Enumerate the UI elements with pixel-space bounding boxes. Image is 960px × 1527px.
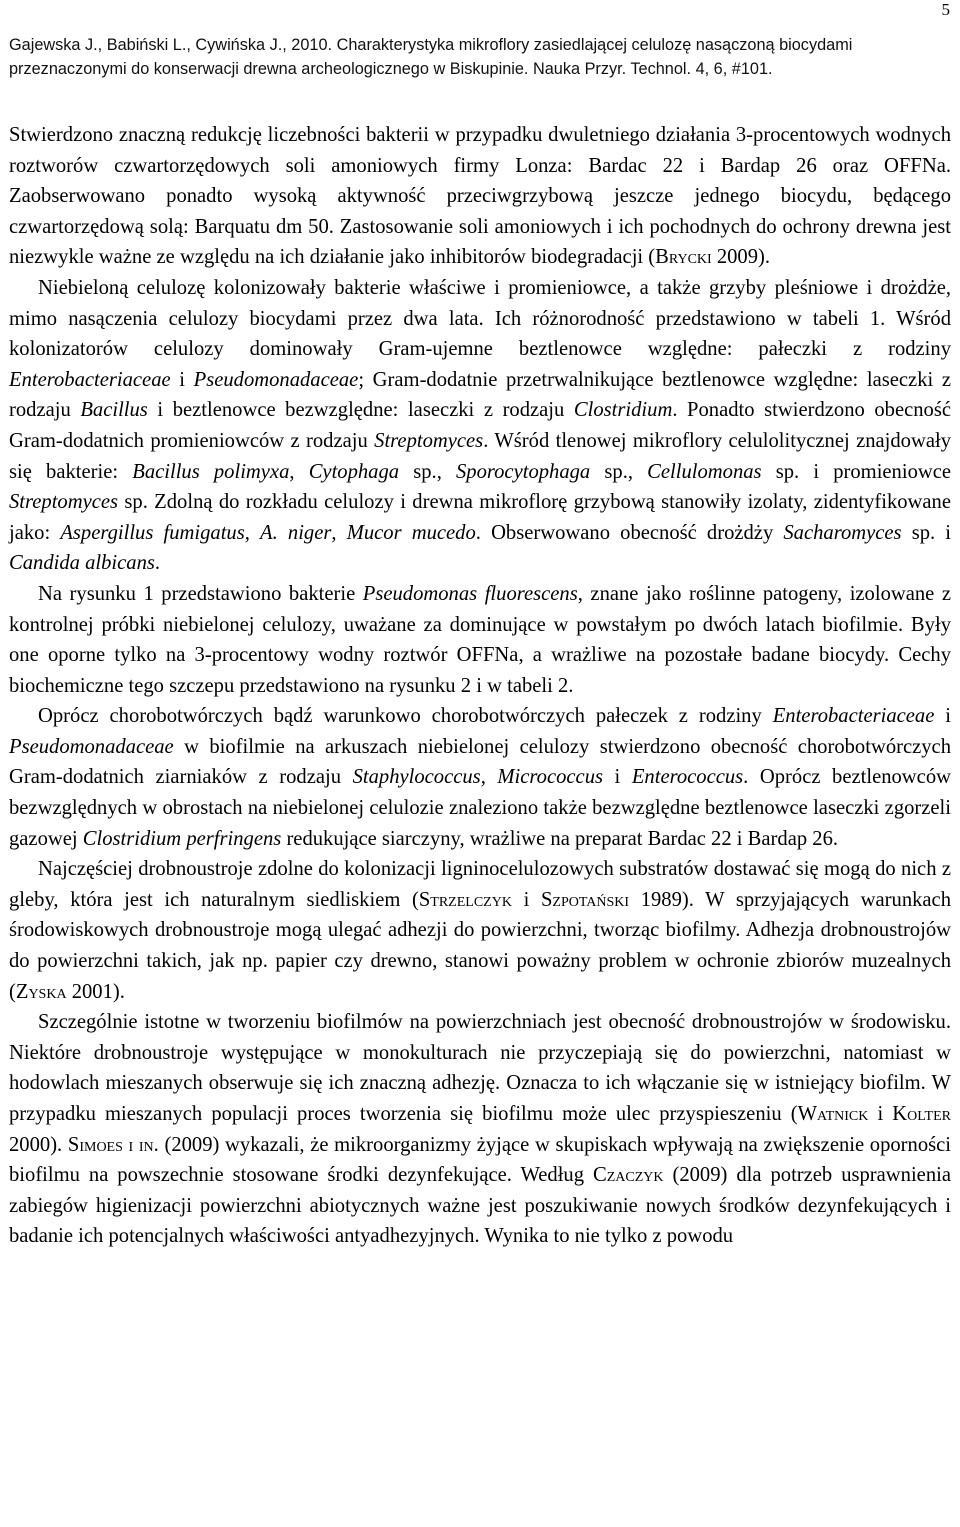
text: , bbox=[480, 766, 498, 789]
running-header-citation: Gajewska J., Babiński L., Cywińska J., 2010. Charakterystyka mikroflory zasiedlającej celulozę nasączoną biocydami przeznaczonymi do konserwacji drewna archeologicznego w Biskupinie. Nauka Przyr. Technol. 4, 6, #101. bbox=[9, 36, 853, 78]
taxon-name: Pseudomonadaceae bbox=[9, 735, 174, 758]
text: i bbox=[170, 368, 194, 391]
taxon-name: Enterococcus bbox=[631, 766, 744, 789]
text: i bbox=[603, 766, 632, 789]
text: 1989). W sprzyjających warunkach środowiskowych drobnoustroje mogą ulegać adhezji do powierzchni, tworząc biofilmy. Adhezja drobnoustrojów do powierzchni takich, jak np. papier czy drewno, stanowi poważny problem w ochronie zbiorów muzealnych ( bbox=[9, 888, 951, 1003]
taxon-name: Cellulomonas bbox=[647, 460, 762, 483]
text: ; Gram-dodatnie przetrwalnikujące beztlenowce względne: laseczki z rodzaju bbox=[9, 368, 951, 422]
paragraph-2 bbox=[9, 273, 951, 579]
text: 2000). bbox=[9, 1133, 68, 1156]
text: , bbox=[331, 521, 347, 544]
taxon-name: Mucor mucedo bbox=[346, 521, 476, 544]
text: redukujące siarczyny, wrażliwe na preparat Bardac 22 i Bardap 26. bbox=[281, 827, 839, 850]
taxon-name: Sacharomyces bbox=[783, 521, 902, 544]
author-citation: Brycki bbox=[655, 246, 712, 269]
text: (2009) wykazali, że mikroorganizmy żyjące w skupiskach wpływają na zwiększenie oporności biofilmu na powszechnie stosowane środki dezynfekujące. Według bbox=[9, 1133, 952, 1187]
text: 2001). bbox=[66, 980, 125, 1003]
text: sp., bbox=[590, 460, 648, 483]
text: i beztlenowce bezwzględne: laseczki z rodzaju bbox=[147, 399, 574, 422]
taxon-name: Bacillus polimyxa bbox=[132, 460, 290, 483]
text: sp. i bbox=[901, 521, 952, 544]
text: (2009) dla potrzeb usprawnienia zabiegów higienizacji powierzchni abiotycznych ważne jest poszukiwanie nowych środków dezynfekujących i badanie ich potencjalnych właściwości antyadhezyjnych. Wynika to nie tylko z powodu bbox=[9, 1164, 951, 1248]
paragraph-4 bbox=[9, 701, 951, 854]
paragraph-6 bbox=[9, 1007, 951, 1252]
text: Na rysunku 1 przedstawiono bakterie bbox=[38, 582, 363, 605]
text: . Ponadto stwierdzono obecność Gram-dodatnich promieniowców z rodzaju bbox=[9, 399, 951, 452]
taxon-name: Streptomyces bbox=[374, 429, 484, 452]
author-citation: Szpotański bbox=[540, 888, 630, 911]
text: . Oprócz beztlenowców bezwzględnych w obrostach na niebielonej celulozie znaleziono także bezwzględne beztlenowce laseczki zgorzeli gazowej bbox=[9, 766, 951, 850]
taxon-name: Clostridium perfringens bbox=[82, 827, 282, 850]
text: . bbox=[154, 552, 161, 575]
text: . Obserwowano obecność drożdży bbox=[475, 521, 784, 544]
text: . Wśród tlenowej mikroflory celulolitycznej znajdowały się bakterie: bbox=[9, 429, 951, 483]
paragraph-5 bbox=[9, 854, 951, 1007]
text: Najczęściej drobnoustroje zdolne do kolonizacji ligninocelulozowych substratów dostawać się mogą do nich z gleby, która jest ich naturalnym siedliskiem ( bbox=[9, 858, 951, 911]
text: w biofilmie na arkuszach niebielonej celulozy stwierdzono obecność chorobotwórczych Gram-dodatnich ziarniaków z rodzaju bbox=[9, 735, 951, 789]
taxon-name: Staphylococcus bbox=[352, 766, 481, 789]
taxon-name: Enterobacteriaceae bbox=[772, 705, 935, 728]
taxon-name: Clostridium bbox=[573, 399, 673, 422]
author-citation: Kolter bbox=[892, 1103, 951, 1125]
taxon-name: Micrococcus bbox=[497, 766, 603, 789]
page-number: 5 bbox=[941, 0, 950, 19]
text: sp. i promieniowce bbox=[761, 460, 952, 483]
article-body bbox=[9, 120, 951, 1252]
text: sp., bbox=[399, 460, 456, 483]
taxon-name: Pseudomonas fluorescens bbox=[362, 582, 578, 605]
text: sp. Zdolną do rozkładu celulozy i drewna mikroflorę grzybową stanowiły izolaty, zidentyfikowane jako: bbox=[9, 491, 951, 544]
taxon-name: Candida albicans bbox=[9, 552, 155, 575]
taxon-name: Bacillus bbox=[80, 399, 148, 422]
taxon-name: Streptomyces bbox=[9, 491, 119, 514]
text: , znane jako roślinne patogeny, izolowane z kontrolnej próbki niebielonej celulozy, uważane za dominujące w powstałym po dwóch latach biofilmie. Były one oporne tylko na 3-procentowy wodny roztwór OFFNa, a wrażliwe na pozostałe badane biocydy. Cechy biochemiczne tego szczepu przedstawiono na rysunku 2 i w tabeli 2. bbox=[9, 582, 951, 697]
author-citation: Simoes i in. bbox=[67, 1133, 159, 1156]
taxon-name: Cytophaga bbox=[308, 460, 400, 483]
taxon-name: Enterobacteriaceae bbox=[9, 368, 171, 391]
text: 2009). bbox=[711, 246, 771, 269]
taxon-name: Sporocytophaga bbox=[456, 460, 591, 483]
author-citation: Czaczyk bbox=[593, 1164, 664, 1187]
text: , bbox=[244, 521, 261, 544]
paragraph-3 bbox=[9, 579, 951, 701]
paragraph-1 bbox=[9, 120, 951, 273]
text: i bbox=[511, 888, 541, 911]
text: i bbox=[934, 705, 951, 728]
taxon-name: Aspergillus fumigatus bbox=[60, 521, 245, 544]
text: , bbox=[289, 460, 309, 483]
taxon-name: Pseudomonadaceae bbox=[193, 368, 359, 391]
text: Stwierdzono znaczną redukcję liczebności bakterii w przypadku dwuletniego działania 3-procentowych wodnych roztworów czwartorzędowych soli amoniowych firmy Lonza: Bardac 22 i Bardap 26 oraz OFFNa. Zaobserwowano ponadto wysoką aktywność przeciwgrzybową jeszcze jednego biocydu, będącego czwartorzędową solą: Barquatu dm 50. Zastosowanie soli amoniowych i ich pochodnych do ochrony drewna jest niezwykle ważne ze względu na ich działanie jako inhibitorów biodegradacji ( bbox=[9, 124, 951, 269]
text: Niebieloną celulozę kolonizowały bakterie właściwe i promieniowce, a także grzyby pleśniowe i drożdże, mimo nasączenia celulozy biocydami przez dwa lata. Ich różnorodność przedstawiono w tabeli 1. Wśród kolonizatorów celulozy dominowały Gram-ujemne beztlenowce względne: pałeczki z rodziny bbox=[9, 276, 951, 361]
author-citation: Zyska bbox=[15, 980, 67, 1003]
text: i bbox=[868, 1103, 893, 1125]
text: Szczególnie istotne w tworzeniu biofilmów na powierzchniach jest obecność drobnoustrojów w środowisku. Niektóre drobnoustroje występujące w monokulturach nie przyczepiają się do powierzchni, natomiast w hodowlach mieszanych obserwuje się ich znaczną adhezję. Oznacza to ich włączanie się w istniejący biofilm. W przypadku mieszanych populacji proces tworzenia się biofilmu może ulec przyspieszeniu ( bbox=[9, 1011, 951, 1125]
taxon-name: A. niger bbox=[260, 521, 332, 544]
author-citation: Strzelczyk bbox=[418, 888, 512, 911]
text: Oprócz chorobotwórczych bądź warunkowo chorobotwórczych pałeczek z rodziny bbox=[38, 705, 773, 728]
author-citation: Watnick bbox=[797, 1103, 869, 1125]
